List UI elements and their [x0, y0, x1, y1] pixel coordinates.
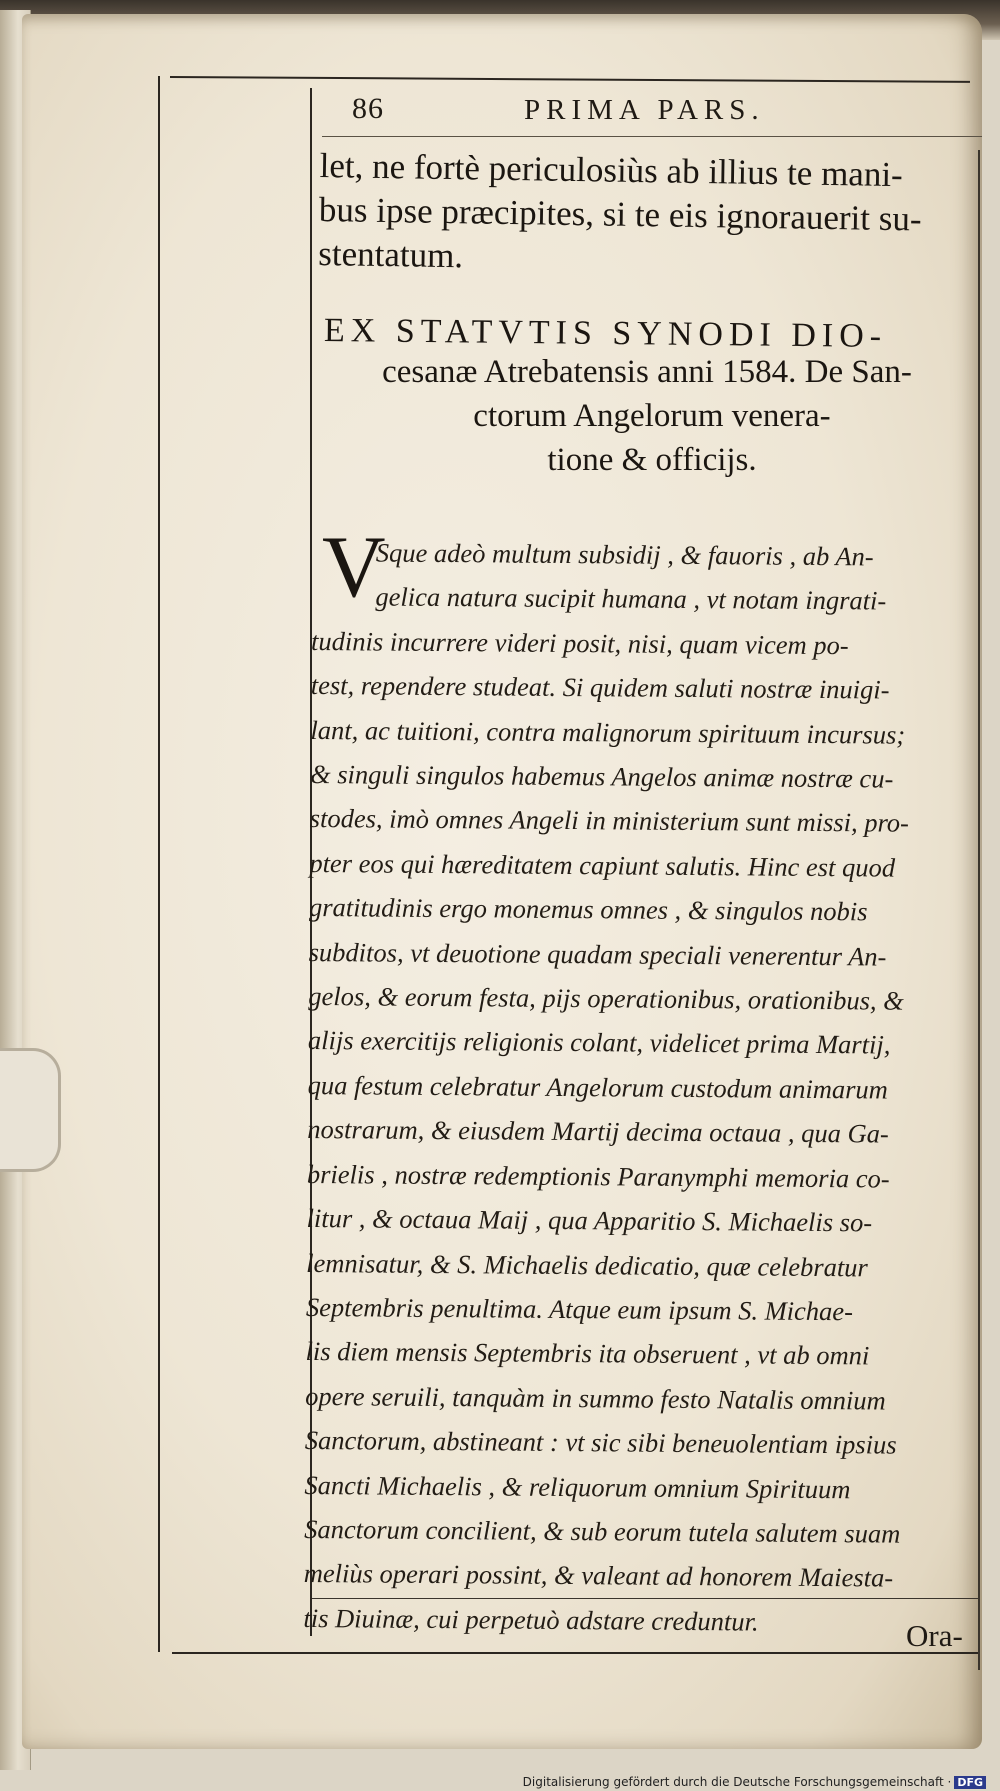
heading-line: cesanæ Atrebatensis anni 1584. De San-: [382, 354, 912, 390]
text-line: let, ne fortè periculosiùs ab illius te mani-: [319, 145, 904, 195]
text-line: litur , & octaua Maij , qua Apparitio S. Michaelis so-: [306, 1203, 873, 1238]
continuation-text: [318, 144, 980, 286]
text-line: gelica natura sucipit humana , vt notam ingrati-: [375, 581, 887, 616]
header-rule: [322, 136, 982, 137]
text-line: stentatum.: [317, 233, 464, 276]
catchword: Ora-: [906, 1618, 963, 1653]
text-line: Sanctorum, abstineant : vt sic sibi beneuolentiam ipsius: [304, 1425, 897, 1460]
drop-cap: V: [322, 519, 386, 616]
text-line: gratitudinis ergo monemus omnes , & singulos nobis: [308, 892, 868, 927]
text-line: tudinis incurrere videri posit, nisi, quam vicem po-: [311, 625, 849, 661]
text-line: Sque adeò multum subsidij , & fauoris , ab An-: [375, 537, 874, 572]
page-tab-marker: [0, 1048, 61, 1172]
text-line: qua festum celebratur Angelorum custodum animarum: [307, 1069, 889, 1105]
text-line: Septembris penultima. Atque eum ipsum S. Michae-: [305, 1291, 854, 1327]
text-line: alijs exercitijs religionis colant, videlicet prima Martij,: [307, 1025, 891, 1061]
text-line: tis Diuinæ, cui perpetuò adstare creduntur.: [303, 1602, 759, 1637]
text-line: opere seruili, tanquàm in summo festo Natalis omnium: [305, 1380, 886, 1416]
text-line: gelos, & eorum festa, pijs operationibus, orationibus, &: [308, 981, 904, 1016]
dfg-logo: DFG: [954, 1776, 986, 1789]
text-line: pter eos qui hæreditatem capiunt salutis. Hinc est quod: [309, 847, 896, 883]
page-header: [320, 92, 980, 132]
text-line: subditos, vt deuotione quadam speciali venerentur An-: [308, 936, 887, 972]
heading-line: EX STATVTIS SYNODI DIO-: [323, 312, 888, 355]
text-line: brielis , nostræ redemptionis Paranymphi memoria co-: [306, 1158, 890, 1194]
body-text: [303, 530, 980, 1645]
digitization-credit: [521, 1775, 988, 1789]
text-line: stodes, imò omnes Angeli in ministerium sunt missi, pro-: [309, 803, 910, 839]
page-number: 86: [352, 92, 384, 125]
text-line: lant, ac tuitioni, contra malignorum spirituum incursus;: [310, 714, 906, 750]
credit-text: Digitalisierung gefördert durch die Deutsche Forschungsgemeinschaft ·: [522, 1775, 952, 1789]
text-line: test, rependere studeat. Si quidem saluti nostræ inuigi-: [310, 670, 890, 705]
text-line: meliùs operari possint, & valeant ad honorem Maiesta-: [303, 1558, 894, 1593]
section-heading: [322, 312, 982, 482]
text-line: & singuli singulos habemus Angelos animæ nostræ cu-: [309, 759, 894, 794]
heading-line: tione & officijs.: [547, 442, 757, 478]
text-line: lemnisatur, & S. Michaelis dedicatio, quæ celebratur: [306, 1247, 868, 1282]
text-line: lis diem mensis Septembris ita obseruent , vt ab omni: [305, 1336, 870, 1371]
frame-rule-bottom: [172, 1652, 980, 1654]
text-line: nostrarum, & eiusdem Martij decima octaua , qua Ga-: [307, 1114, 889, 1149]
frame-rule-left: [158, 76, 160, 1652]
text-line: bus ipse præcipites, si te eis ignorauerit su-: [318, 189, 922, 239]
running-title: PRIMA PARS.: [524, 94, 765, 126]
heading-line: ctorum Angelorum venera-: [473, 398, 831, 434]
text-line: Sancti Michaelis , & reliquorum omnium Spirituum: [304, 1469, 851, 1504]
text-line: Sanctorum concilient, & sub eorum tutela salutem suam: [304, 1513, 901, 1549]
